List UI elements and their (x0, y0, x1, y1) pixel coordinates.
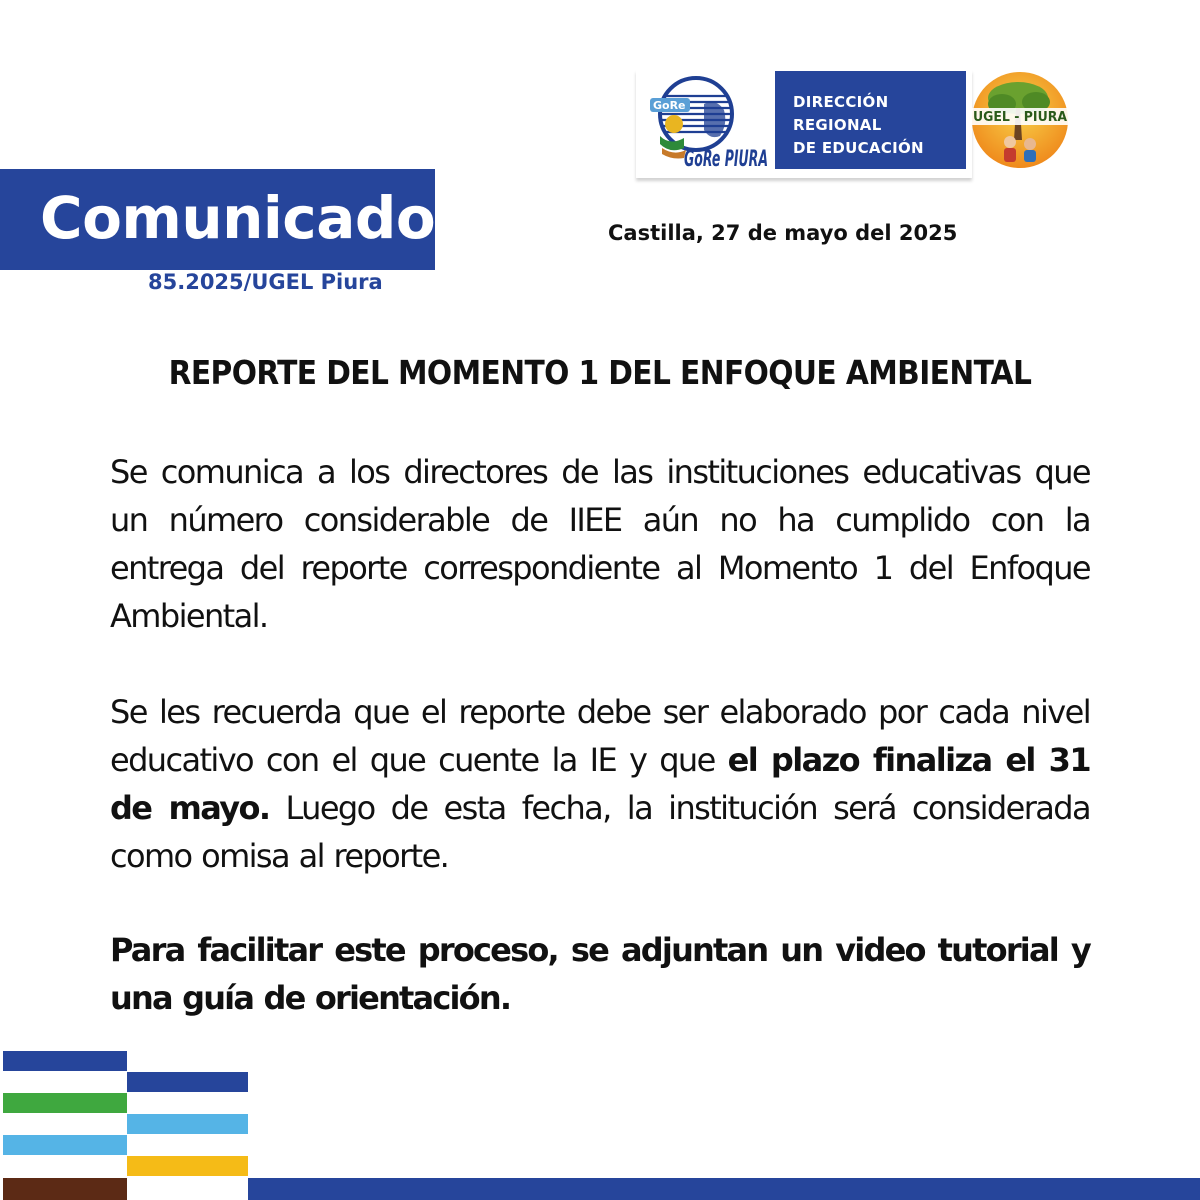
stripe-blue-2 (127, 1072, 248, 1092)
deadline-highlight: el plazo finaliza el 31 de mayo. (110, 741, 1090, 827)
stripe-yellow (127, 1156, 248, 1176)
paragraph-2 (110, 688, 1090, 880)
gore-logo-label: GoRe PIURA (684, 147, 768, 172)
comunicado-banner (0, 169, 435, 270)
stripe-lightblue-2 (3, 1135, 127, 1155)
svg-text:GoRe: GoRe (653, 99, 686, 112)
ugel-logo-label: UGEL - PIURA (973, 110, 1067, 125)
comunicado-title: Comunicado (40, 184, 436, 252)
paragraph-3: Para facilitar este proceso, se adjuntan un video tutorial y una guía de orientación. (110, 931, 1090, 1017)
dre-line-1: DIRECCIÓN (793, 93, 889, 111)
paragraph-2-end: Luego de esta fecha, la institución será considerada como omisa al reporte. (110, 789, 1090, 875)
document-title: REPORTE DEL MOMENTO 1 DEL ENFOQUE AMBIENTAL (168, 353, 1032, 392)
comunicado-number: 85.2025/UGEL Piura (148, 270, 383, 294)
gore-piura-logo (644, 74, 768, 170)
stripe-brown (3, 1178, 127, 1200)
stripe-lightblue-1 (127, 1114, 248, 1134)
paragraph-1: Se comunica a los directores de las instituciones educativas que un número considerable de IIEE aún no ha cumplido con la entrega del reporte correspondiente al Momento 1 del Enfoque Ambiental. (110, 453, 1090, 635)
direccion-regional-badge (775, 71, 966, 169)
date-line: Castilla, 27 de mayo del 2025 (608, 221, 958, 245)
bottom-blue-bar (248, 1178, 1200, 1200)
ugel-piura-logo (970, 70, 1070, 170)
stripe-green (3, 1093, 127, 1113)
stripe-blue-1 (3, 1051, 127, 1071)
paragraph-2-start: Se les recuerda que el reporte debe ser elaborado por cada nivel educativo con el que cuente la IE y que (110, 693, 1090, 779)
decorative-stripes (0, 1048, 250, 1200)
dre-line-3: DE EDUCACIÓN (793, 139, 924, 157)
dre-line-2: REGIONAL (793, 116, 882, 134)
